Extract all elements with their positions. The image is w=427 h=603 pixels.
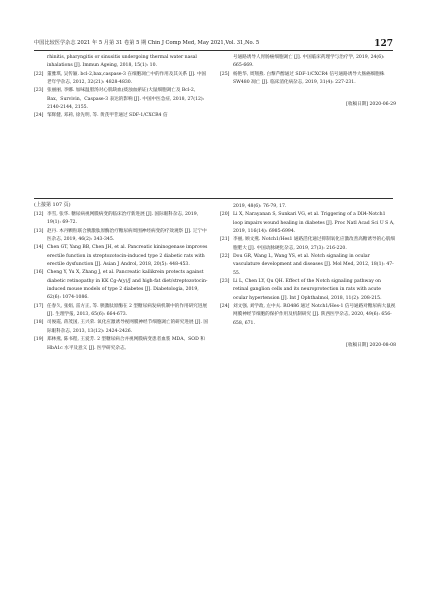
reference-text: 李雪, 张华. 糖尿病视网膜病变的临床治疗新进展 [J]. 国际眼科杂志, 2019, 19(1): 69-72. [47,212,199,226]
reference-text: 司俊霞, 蒋茂国, 王兴荣. 氧化应激诱导视网膜神经节细胞凋亡的研究进展 [J]. 国际眼科杂志, 2013, 13(12): 2424-2426. [47,320,208,334]
top-right-references [220,54,396,110]
reference-item [220,278,396,303]
reference-text: 任春久, 张娟, 雷方正, 等. 胰激肽原酶在 2 型糖尿病发病机制中的作用研究进展 [J]. 生理学报, 2013, 65(6): 664-673. [47,303,207,318]
reference-text: rhinitis, pharyngitis or sinusitis undergoing thermal water nasal inhalations [J]. Immun Ageing, 2018, 15(1): 10. [47,55,197,69]
reference-text: Dou GR, Wang L, Wang YS, et al. Notch signaling in ocular vasculature development and diseases [J]. Mol Med, 2012, 18(1): 47-55. [233,254,394,276]
top-left-references [34,54,210,121]
reference-text: 邹辉健, 邓莉, 徐先明, 等. 黄芪甲苷通过 SDF-1/CXCR4 信 [47,113,168,119]
journal-running-title: 中国比较医学杂志 2021 年 5 月第 31 卷第 5 期 Chin J Comp Med, May 2021,Vol. 31,No. 5 [34,40,260,46]
continued-from-label: (上接第 107 页) [34,202,71,208]
reference-number: [25] [220,71,230,77]
reference-item [220,211,396,236]
reference-text: 号通路诱导人胃肠癌细胞凋亡 [J]. 中国临床药理学与治疗学, 2019, 24(6): 665-669. [233,55,385,69]
reference-item [220,71,396,88]
reference-text: 董雅琪, 吴传颖. bcl-2,bax,caspase-3 在细胞凋亡中的作用及其关系 [J]. 中国老年学杂志, 2012, 32(21): 4828-4830. [47,71,207,86]
reference-text: Chen GT, Yang BB, Chen JH, et al. Pancreatic kininogenase improves erectile function in streptozotocin-induced type 2 diabetic rats with erectile dysfunction [J]. Asian J Androl, 2018, 20(5): 448-453. [47,245,208,268]
bottom-left-references [34,211,210,353]
reference-text: 刘文强, 刘学政, 左中夫. RO486 通过 Notch1/Hes-1 信号通路对糖尿病大鼠视网膜神经节细胞的保护作用及机制研究 [J]. 陕西医学杂志, 2020, 49(6): 656-658, 671. [233,304,396,326]
reference-item [34,336,210,353]
reference-number: [22] [220,254,230,260]
section-divider [34,198,393,199]
page-number: 127 [374,39,393,49]
reference-number: [23] [220,279,230,285]
reference-item [34,303,210,320]
received-date-top: [收稿日期] 2020-06-29 [346,102,396,108]
reference-item [34,269,210,302]
reference-text: 李丽, 顾文燕. Notch1/Hes1 通路活化通过抑制氧化应激改善高糖诱导的心肌细胞肥大 [J]. 中国动脉硬化杂志, 2019, 27(3): 216-220. [233,237,395,251]
reference-number: [13] [34,228,44,234]
reference-text: 赵丹. 木丹颗粒联合胰激肽原酶治疗糖尿病周围神经病变的疗效观察 [J]. 辽宁中医杂志, 2019, 46(2): 343-345. [47,228,207,243]
reference-item [34,319,210,336]
reference-number: [14] [34,245,44,251]
reference-item [34,54,210,71]
reference-item [220,54,396,71]
reference-text: 2019, 48(6): 76-79, 17. [233,204,287,209]
reference-number: [12] [34,212,44,217]
bottom-right-references [220,203,396,351]
reference-item [34,244,210,269]
reference-item [34,211,210,228]
reference-number: [23] [34,88,44,94]
reference-number: [17] [34,303,44,309]
reference-text: Li L, Chen LY, Qu QH. Effect of the Notch signaling pathway on retinal ganglion cells and its neuroprotection in rats with acute ocular hypertension [J]. Int J Ophthalmol, 2018, 11(2): 208-215. [233,279,382,301]
reference-item [220,253,396,278]
reference-text: Cheng Y, Yu X, Zhang J, et al. Pancreatic kallikrein protects against diabetic retinopathy in KK Cg-A(y)/J and high-fat diet/streptozotocin-induced mouse models of type 2 diabetes [J]. Diabetologia, 2019, 62(6): 1074-1086. [47,270,208,301]
reference-number: [22] [34,71,44,77]
received-date-bottom: [收稿日期] 2020-08-08 [346,343,396,349]
reference-item [34,112,210,120]
reference-number: [24] [220,304,230,310]
reference-item [220,236,396,253]
reference-number: [18] [34,320,44,326]
reference-item [34,71,210,88]
running-header [34,38,393,51]
reference-text: 杨艳华, 周翔燕. 白藜芦醇通过 SDF-1/CXCR4 信号通路诱导大肠癌细胞株 SW480 凋亡 [J]. 临床消化病杂志, 2019, 31(4): 227-231. [233,71,385,86]
reference-text: Li X, Narayanan S, Sunkari VG, et al. Triggering of a Dll4-Notch1 loop impairs wound healing in diabetes [J]. Proc Natl Acad Sci U S A, 2019, 116(14): 6985-6994. [233,212,395,235]
reference-number: [21] [220,237,230,243]
reference-number: [19] [34,337,44,343]
reference-text: 张丽丽, 李娜. 加味温胆汤对心肌缺血(痰浊血瘀证)大鼠细胞凋亡及 Bcl-2、Bax、Survivin、Caspase-3 表达的影响 [J]. 中国中医急症, 2018, 27(12): 2140-2144, 2155. [47,88,205,111]
reference-number: [16] [34,270,44,276]
reference-item [34,87,210,112]
reference-item [220,303,396,328]
reference-item [220,203,396,211]
reference-text: 郑林燕, 陈书程, 王爱芳. 2 型糖尿病合并视网膜病变患者血浆 MDA、SOD 和 HbA1c 水平及意义 [J]. 医学研究杂志, [47,337,205,351]
reference-number: [24] [34,113,44,119]
reference-item [34,228,210,245]
reference-number: [20] [220,212,230,218]
